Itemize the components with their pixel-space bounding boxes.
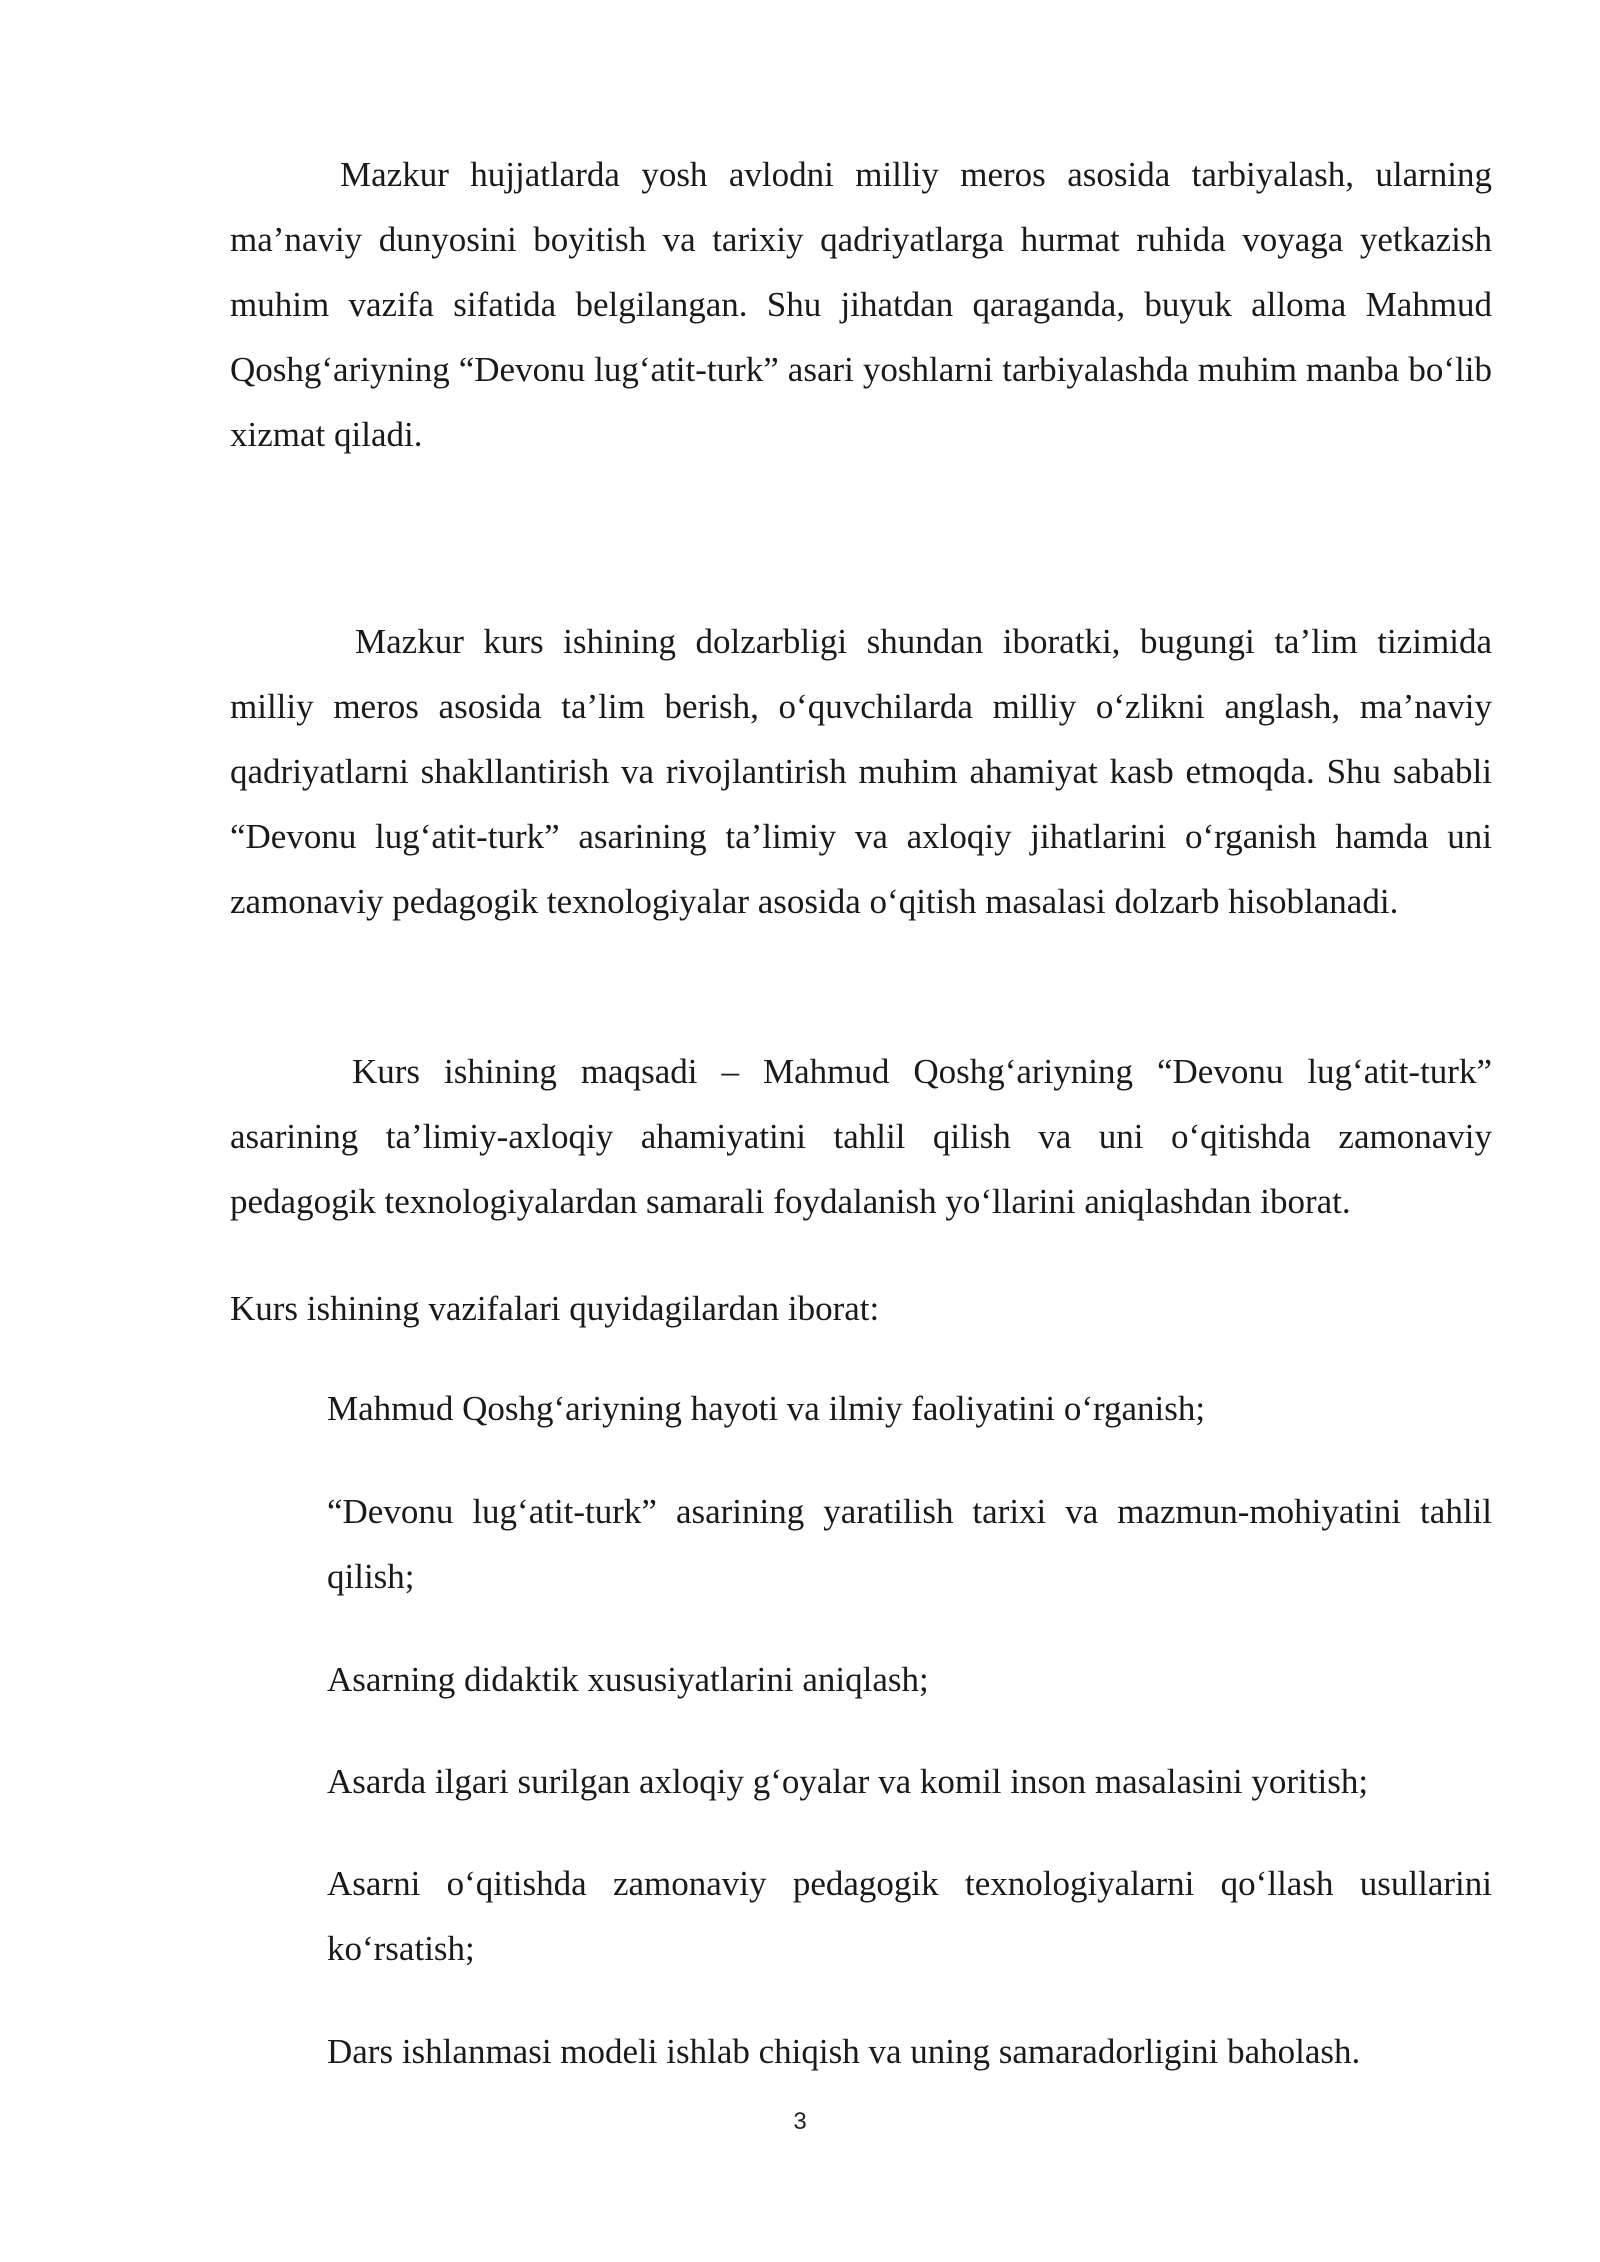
paragraph-documents-goal: Mazkur hujjatlarda yosh avlodni milliy meros asosida tarbiyalash, ularning ma’naviy dunyosini boyitish va tarixiy qadriyatlarga hurmat ruhida voyaga yetkazish muhim vazifa sifatida belgilangan. Shu jihatdan qaraganda, buyuk alloma Mahmud Qoshg‘ariyning “Devonu lug‘atit-turk” asari yoshlarni tarbiyalashda muhim manba bo‘lib xizmat qiladi. bbox=[230, 155, 1492, 454]
task-item: “Devonu lug‘atit-turk” asarining yaratilish tarixi va mazmun-mohiyatini tahlil qilish; bbox=[327, 1492, 1492, 1596]
task-item: Asarda ilgari surilgan axloqiy g‘oyalar va komil inson masalasini yoritish; bbox=[327, 1762, 1369, 1801]
paragraph-aim: Kurs ishining maqsadi – Mahmud Qoshg‘ariyning “Devonu lug‘atit-turk” asarining ta’limiy-axloqiy ahamiyatini tahlil qilish va uni o‘qitishda zamonaviy pedagogik texnologiyalardan samarali foydalanish yo‘llarini aniqlashdan iborat. bbox=[230, 1052, 1492, 1221]
task-item: Dars ishlanmasi modeli ishlab chiqish va uning samaradorligini baholash. bbox=[327, 2032, 1361, 2071]
task-item: Mahmud Qoshg‘ariyning hayoti va ilmiy faoliyatini o‘rganish; bbox=[327, 1389, 1206, 1428]
paragraph-relevance: Mazkur kurs ishining dolzarbligi shundan iboratki, bugungi ta’lim tizimida milliy meros asosida ta’lim berish, o‘quvchilarda milliy o‘zlikni anglash, ma’naviy qadriyatlarni shakllantirish va rivojlantirish muhim ahamiyat kasb etmoqda. Shu sababli “Devonu lug‘atit-turk” asarining ta’limiy va axloqiy jihatlarini o‘rganish hamda uni zamonaviy pedagogik texnologiyalar asosida o‘qitish masalasi dolzarb hisoblanadi. bbox=[230, 622, 1492, 921]
task-item: Asarni o‘qitishda zamonaviy pedagogik texnologiyalarni qo‘llash usullarini ko‘rsatish; bbox=[327, 1864, 1492, 1968]
task-item: Asarning didaktik xususiyatlarini aniqlash; bbox=[327, 1660, 929, 1699]
paragraph-tasks-intro: Kurs ishining vazifalari quyidagilardan iborat: bbox=[230, 1289, 880, 1328]
page-number: 3 bbox=[793, 2108, 807, 2135]
